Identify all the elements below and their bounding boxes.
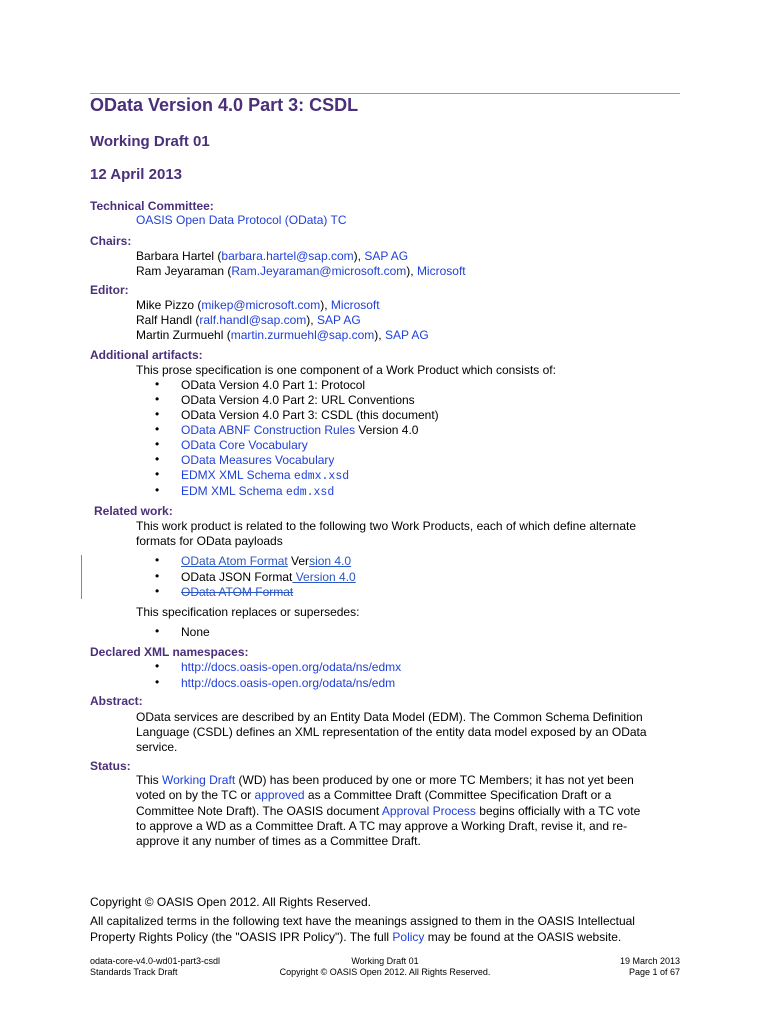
committee-line <box>136 213 347 227</box>
edm-schema-link[interactable] <box>181 484 334 498</box>
artifact-suffix: Version 4.0 <box>355 423 419 437</box>
editor-email-link[interactable]: ralf.handl@sap.com <box>199 313 307 327</box>
status-line <box>136 804 640 818</box>
footer-copyright: Copyright © OASIS Open 2012. All Rights Reserved. <box>279 967 491 977</box>
bullet-icon: • <box>155 467 160 481</box>
approved-link[interactable]: approved <box>254 788 305 802</box>
related-item <box>181 585 293 599</box>
edm-namespace-link[interactable]: http://docs.oasis-open.org/odata/ns/edm <box>181 676 396 690</box>
bullet-icon: • <box>155 407 160 421</box>
bullet-icon: • <box>155 675 160 689</box>
chair-line: Ram Jeyaraman (Ram.Jeyaraman@microsoft.com), Microsoft <box>136 264 466 278</box>
ipr-text: may be found at the OASIS website. <box>424 930 622 944</box>
footer-track: Standards Track Draft <box>90 967 178 977</box>
editor-name: Mike Pizzo <box>136 298 195 312</box>
artifact-item <box>181 423 418 437</box>
editor-org-link[interactable]: SAP AG <box>316 313 361 327</box>
bullet-icon: • <box>155 377 160 391</box>
chair-email-link[interactable]: Ram.Jeyaraman@microsoft.com <box>231 264 407 278</box>
footer-date: 19 March 2013 <box>619 956 680 966</box>
footer-docid: odata-core-v4.0-wd01-part3-csdl <box>90 956 221 966</box>
edm-schema-label: EDM XML Schema <box>181 484 286 498</box>
status-line: to approve a WD as a Committee Draft. A TC may approve a Working Draft, revise it, and re- <box>136 819 628 833</box>
status-text: Committee Note Draft). The OASIS document <box>136 804 382 818</box>
policy-link[interactable]: Policy <box>392 930 425 944</box>
status-text: This <box>136 773 163 787</box>
chair-org-link[interactable]: SAP AG <box>364 249 409 263</box>
committee-link[interactable]: OASIS Open Data Protocol (OData) TC <box>136 213 347 227</box>
chair-org-link[interactable]: Microsoft <box>416 264 466 278</box>
abstract-label: Abstract: <box>90 694 143 708</box>
chair-email-link[interactable]: barbara.hartel@sap.com <box>221 249 354 263</box>
artifacts-intro: This prose specification is one component of a Work Product which consists of: <box>136 363 556 377</box>
editor-org-link[interactable]: Microsoft <box>330 298 380 312</box>
footer-page-number: Page 1 of 67 <box>628 967 680 977</box>
replaces-text: This specification replaces or supersedes: <box>136 605 360 619</box>
related-intro-line1: This work product is related to the following two Work Products, each of which define alternate <box>136 519 637 533</box>
related-item <box>181 554 351 568</box>
json-format-text: OData JSON Format <box>181 570 293 584</box>
title-rule <box>90 93 680 94</box>
bullet-icon: • <box>155 452 160 466</box>
editor-line: Martin Zurmuehl (martin.zurmuehl@sap.com), SAP AG <box>136 328 429 342</box>
bullet-icon: • <box>155 553 160 567</box>
related-label: Related work: <box>94 504 173 518</box>
abstract-line: OData services are described by an Entity Data Model (EDM). The Common Schema Definition <box>136 710 643 724</box>
bullet-icon: • <box>155 483 160 497</box>
editor-name: Ralf Handl <box>136 313 193 327</box>
bullet-icon: • <box>155 624 160 638</box>
approval-process-link[interactable]: Approval Process <box>381 804 476 818</box>
artifact-item: OData Version 4.0 Part 3: CSDL (this document) <box>181 408 439 422</box>
committee-label: Technical Committee: <box>90 199 214 213</box>
editor-line: Mike Pizzo (mikep@microsoft.com), Microsoft <box>136 298 380 312</box>
edmx-filename: edmx.xsd <box>293 470 350 483</box>
namespace-item <box>181 676 395 690</box>
editor-line: Ralf Handl (ralf.handl@sap.com), SAP AG <box>136 313 361 327</box>
status-text: (WD) has been produced by one or more TC Members; it has not yet been <box>235 773 634 787</box>
edmx-namespace-link[interactable]: http://docs.oasis-open.org/odata/ns/edmx <box>181 660 402 674</box>
core-vocabulary-link[interactable]: OData Core Vocabulary <box>181 438 308 452</box>
editor-name: Martin Zurmuehl <box>136 328 224 342</box>
ipr-text: Property Rights Policy (the "OASIS IPR Policy"). The full <box>90 930 393 944</box>
chairs-label: Chairs: <box>90 234 132 248</box>
document-title: OData Version 4.0 Part 3: CSDL <box>90 95 359 115</box>
abstract-line: service. <box>136 740 178 754</box>
edmx-schema-label: EDMX XML Schema <box>181 468 294 482</box>
measures-vocabulary-link[interactable]: OData Measures Vocabulary <box>181 453 335 467</box>
bullet-icon: • <box>155 392 160 406</box>
copyright-line: Copyright © OASIS Open 2012. All Rights Reserved. <box>90 895 371 909</box>
abnf-rules-link[interactable]: OData ABNF Construction Rules <box>181 423 356 437</box>
related-item <box>181 570 356 584</box>
chair-name: Ram Jeyaraman <box>136 264 225 278</box>
change-bar <box>81 555 82 599</box>
status-line <box>136 788 611 802</box>
artifact-item <box>181 484 334 499</box>
related-mid: Ver <box>287 554 310 568</box>
ipr-line1: All capitalized terms in the following text have the meanings assigned to them in the OASIS Intellectual <box>90 914 635 928</box>
related-intro-line2: formats for OData payloads <box>136 534 283 548</box>
artifact-item <box>181 453 334 467</box>
status-text: voted on by the TC or <box>136 788 255 802</box>
status-line <box>136 773 634 787</box>
replaces-item: None <box>181 625 210 639</box>
bullet-icon: • <box>155 659 160 673</box>
abstract-line: Language (CSDL) defines an XML representation of the entity data model exposed by an OData <box>136 725 647 739</box>
chair-name: Barbara Hartel <box>136 249 215 263</box>
editor-email-link[interactable]: martin.zurmuehl@sap.com <box>230 328 375 342</box>
ipr-line2 <box>90 929 685 945</box>
status-label: Status: <box>90 759 131 773</box>
status-text: begins officially with a TC vote <box>475 804 641 818</box>
document-date: 12 April 2013 <box>90 166 182 183</box>
edmx-schema-link[interactable] <box>181 468 349 482</box>
chair-line: Barbara Hartel (barbara.hartel@sap.com), SAP AG <box>136 249 409 263</box>
namespaces-label: Declared XML namespaces: <box>90 645 249 659</box>
footer-stage: Working Draft 01 <box>351 956 419 966</box>
bullet-icon: • <box>155 422 160 436</box>
artifact-item: OData Version 4.0 Part 2: URL Conventions <box>181 393 415 407</box>
atom-version-link[interactable]: sion 4.0 <box>309 554 352 568</box>
document-stage: Working Draft 01 <box>90 133 210 150</box>
edm-filename: edm.xsd <box>285 486 335 499</box>
bullet-icon: • <box>155 569 160 583</box>
namespace-item <box>181 660 401 674</box>
status-line: approve it any number of times as a Committee Draft. <box>136 834 421 848</box>
editor-org-link[interactable]: SAP AG <box>384 328 429 342</box>
artifact-item <box>181 438 308 452</box>
artifacts-label: Additional artifacts: <box>90 348 203 362</box>
artifact-item <box>181 468 349 483</box>
working-draft-link[interactable]: Working Draft <box>162 773 236 787</box>
bullet-icon: • <box>155 437 160 451</box>
editor-email-link[interactable]: mikep@microsoft.com <box>201 298 321 312</box>
atom-format-deleted: OData ATOM Format <box>181 585 294 599</box>
bullet-icon: • <box>155 584 160 598</box>
artifact-item: OData Version 4.0 Part 1: Protocol <box>181 378 366 392</box>
status-text: as a Committee Draft (Committee Specification Draft or a <box>304 788 612 802</box>
atom-format-link[interactable]: OData Atom Format <box>181 554 288 568</box>
json-version-link[interactable]: Version 4.0 <box>292 570 356 584</box>
editors-label: Editor: <box>90 283 129 297</box>
